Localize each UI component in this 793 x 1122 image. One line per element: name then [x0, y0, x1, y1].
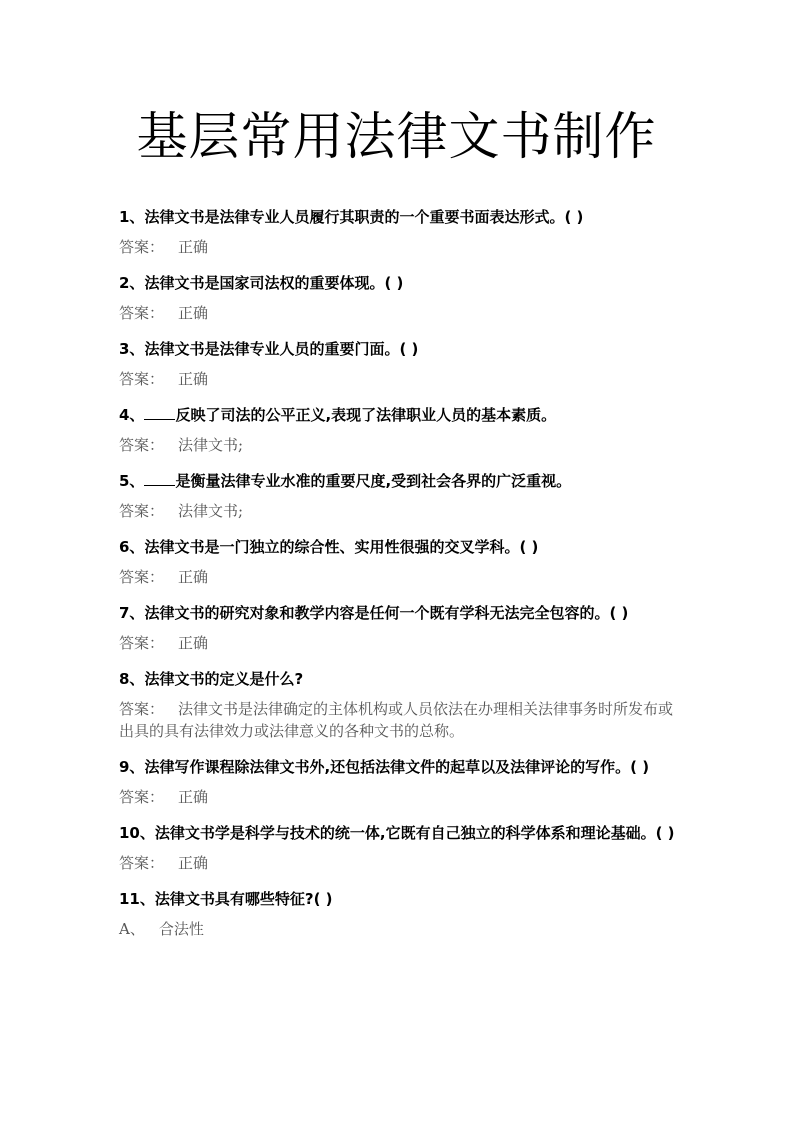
question-number: 9、: [119, 758, 145, 776]
answer-line: [119, 434, 679, 456]
question-number: 11、: [119, 890, 155, 908]
answer-text: 正确: [178, 370, 209, 388]
question-item: [119, 822, 679, 874]
question-body: 法律文书具有哪些特征?( ): [154, 890, 333, 908]
answer-label: 答案：: [119, 304, 165, 322]
question-number: 5、: [119, 472, 145, 490]
answer-text: 正确: [178, 568, 209, 586]
question-item: [119, 756, 679, 808]
answer-text: 正确: [178, 238, 209, 256]
question-body: 法律文书是法律专业人员的重要门面。( ): [144, 340, 419, 358]
question-text: [119, 272, 679, 294]
answer-label: 答案：: [119, 238, 165, 256]
question-number: 2、: [119, 274, 145, 292]
question-item: [119, 470, 679, 522]
question-number: 1、: [119, 208, 145, 226]
answer-line: [119, 852, 679, 874]
answer-line: [119, 236, 679, 258]
answer-line: [119, 698, 679, 742]
answer-label: 答案：: [119, 502, 165, 520]
answer-text: 正确: [178, 634, 209, 652]
question-item: [119, 206, 679, 258]
question-text: [119, 470, 679, 492]
answer-label: 答案：: [119, 436, 165, 454]
question-body: 是衡量法律专业水准的重要尺度,受到社会各界的广泛重视。: [175, 472, 572, 490]
answer-text: 正确: [178, 788, 209, 806]
answer-label: 答案：: [119, 700, 165, 718]
answer-line: [119, 302, 679, 324]
question-number: 8、: [119, 670, 145, 688]
answer-line: [119, 368, 679, 390]
answer-label: 答案：: [119, 568, 165, 586]
question-number: 10、: [119, 824, 155, 842]
question-text: [119, 338, 679, 360]
option-text: 合法性: [158, 920, 204, 938]
answer-text: 法律文书;: [178, 436, 244, 454]
answer-label: 答案：: [119, 634, 165, 652]
fill-in-blank: [144, 405, 175, 420]
question-text: [119, 822, 679, 844]
question-number: 3、: [119, 340, 145, 358]
question-text: [119, 404, 679, 426]
question-body: 法律文书是法律专业人员履行其职责的一个重要书面表达形式。( ): [144, 208, 584, 226]
answer-line: [119, 500, 679, 522]
question-text: [119, 888, 679, 910]
question-text: [119, 206, 679, 228]
question-text: [119, 668, 679, 690]
question-body: 法律文书的研究对象和教学内容是任何一个既有学科无法完全包容的。( ): [144, 604, 629, 622]
question-body: 法律写作课程除法律文书外,还包括法律文件的起草以及法律评论的写作。( ): [144, 758, 650, 776]
answer-text: 法律文书;: [178, 502, 244, 520]
question-body: 反映了司法的公平正义,表现了法律职业人员的基本素质。: [175, 406, 557, 424]
answer-text: 正确: [178, 854, 209, 872]
question-body: 法律文书的定义是什么?: [144, 670, 304, 688]
document-title: 基层常用法律文书制作: [136, 108, 657, 167]
answer-line: [119, 632, 679, 654]
question-body: 法律文书学是科学与技术的统一体,它既有自己独立的科学体系和理论基础。( ): [154, 824, 675, 842]
option-label: A、: [119, 920, 145, 938]
answer-text: 正确: [178, 304, 209, 322]
answer-label: 答案：: [119, 370, 165, 388]
question-body: 法律文书是国家司法权的重要体现。( ): [144, 274, 404, 292]
question-item: [119, 888, 679, 940]
answer-line: [119, 786, 679, 808]
answer-text: 法律文书是法律确定的主体机构或人员依法在办理相关法律事务时所发布或出具的具有法律效力或法律意义的各种文书的总称。: [119, 700, 674, 740]
question-text: [119, 536, 679, 558]
option-line: [119, 918, 679, 940]
fill-in-blank: [144, 471, 175, 486]
question-item: [119, 602, 679, 654]
question-text: [119, 602, 679, 624]
answer-line: [119, 566, 679, 588]
question-item: [119, 338, 679, 390]
question-item: [119, 668, 679, 742]
question-text: [119, 756, 679, 778]
answer-label: 答案：: [119, 788, 165, 806]
question-list: [119, 206, 679, 940]
question-item: [119, 404, 679, 456]
question-item: [119, 536, 679, 588]
question-number: 7、: [119, 604, 145, 622]
question-number: 6、: [119, 538, 145, 556]
question-number: 4、: [119, 406, 145, 424]
answer-label: 答案：: [119, 854, 165, 872]
question-body: 法律文书是一门独立的综合性、实用性很强的交叉学科。( ): [144, 538, 539, 556]
question-item: [119, 272, 679, 324]
